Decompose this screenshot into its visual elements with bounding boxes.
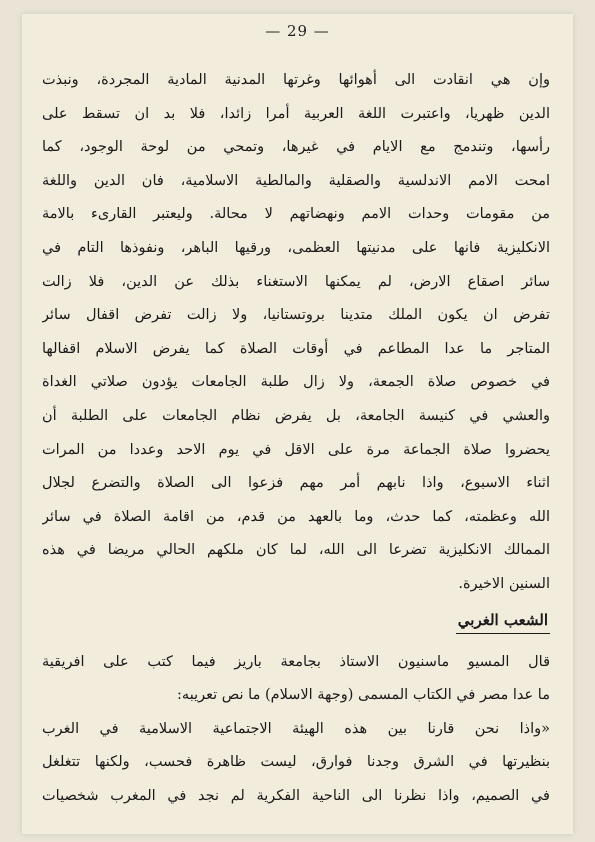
body-text xyxy=(42,64,550,813)
text-line: امحت الامم الاندلسية والصقلية والمالطية الاسلامية، فان الدين واللغة xyxy=(42,172,550,189)
text-line: والعشي في كنيسة الجامعة، بل يفرض نظام الجامعات على الطلبة أن xyxy=(42,407,550,424)
text-line: وإن هي انقادت الى أهوائها وغرتها المدنية المادية المجردة، ونبذت xyxy=(42,72,550,88)
text-line: الدين ظهريا، واعتبرت اللغة العربية أمرا زائدا، فلا بد ان تسقط على xyxy=(42,105,550,122)
text-line: من مقومات وحدات الامم ونهضاتهم لا محالة. وليعتبر القارىء بالامة xyxy=(42,206,550,223)
book-page xyxy=(22,14,573,834)
text-line: سائر اصقاع الارض، لم يمكنها الاستغناء بذلك عن الدين، فلا زالت xyxy=(42,273,550,290)
text-line: اثناء الاسبوع، واذا نابهم أمر مهم فزعوا الى الصلاة والتضرع لجلال xyxy=(42,475,550,492)
text-line: الانكليزية فانها على مدنيتها العظمى، ورقيها الباهر، ونفوذها التام في xyxy=(42,239,550,256)
text-line: رأسها، وتندمج مع الايام في غيرها، وتمحي من لوحة الوجود، كما xyxy=(42,139,550,156)
text-line: الله وعظمته، كما حدث، وما بالعهد من قدم، من اقامة الصلاة في سائر xyxy=(42,508,550,525)
text-line: «واذا نحن قارنا بين هذه الهيئة الاجتماعية الاسلامية في الغرب xyxy=(42,720,550,737)
text-line: بنظيرتها في الشرق وجدنا فوارق، ليست ظاهرة فحسب، ولكنها تتغلغل xyxy=(42,754,550,771)
text-line: في خصوص صلاة الجمعة، ولا زال طلبة الجامعات يؤدون صلاتي الغداة xyxy=(42,374,550,391)
text-line: في الصميم، واذا نظرنا الى الناحية الفكرية لم نجد في المغرب شخصيات xyxy=(42,787,550,804)
text-line: يحضروا صلاة الجماعة مرة على الاقل في يوم الاحد وعددا من المرات xyxy=(42,441,550,458)
text-line: السنين الاخيرة. xyxy=(458,575,550,592)
page-number: — 29 — xyxy=(265,22,330,40)
text-line: المتاجر ما عدا المطاعم في أوقات الصلاة كما يفرض الاسلام اقفالها xyxy=(42,340,550,357)
section-heading-text: الشعب الغربي xyxy=(456,609,550,634)
section-heading xyxy=(42,602,550,640)
text-line: الممالك الانكليزية تضرعا الى الله، لما كان ملكهم الحالي مريضا في هذه xyxy=(42,542,550,559)
text-line: قال المسيو ماسنيون الاستاذ بجامعة باريز فيما كتب على افريقية xyxy=(42,653,550,670)
text-line: تفرض ان يكون الملك متدينا بروتستانيا، ولا زالت تفرض اقفال سائر xyxy=(42,307,550,324)
text-line: ما عدا مصر في الكتاب المسمى (وجهة الاسلام) ما نص تعريبه: xyxy=(177,687,550,704)
